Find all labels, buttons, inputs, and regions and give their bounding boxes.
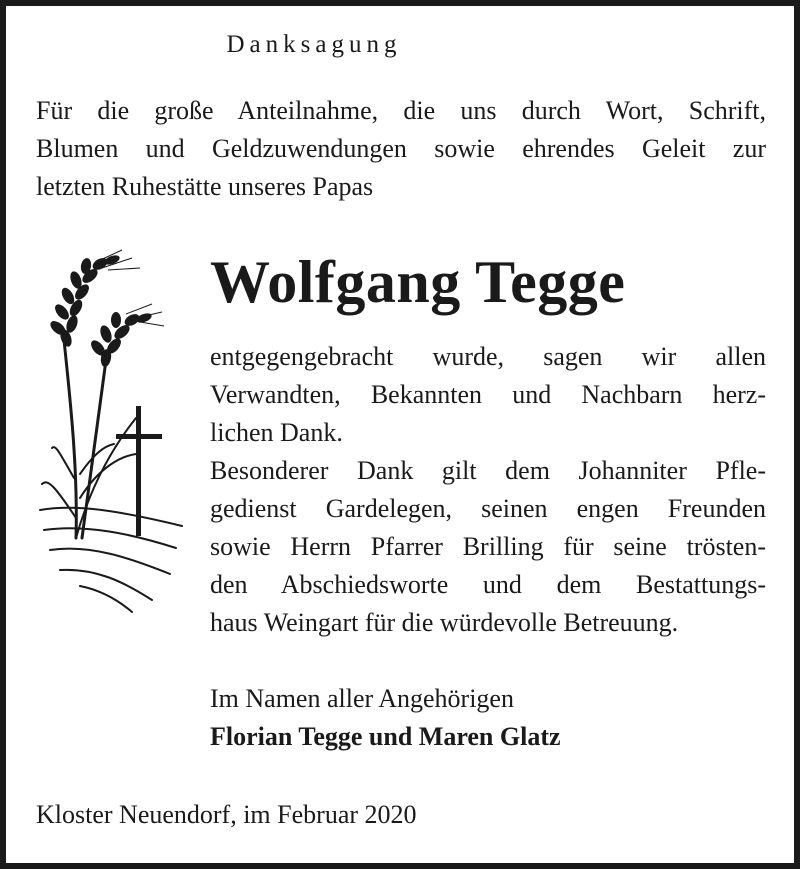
body-line: Besonderer Dank gilt dem Johanniter Pfle- [210, 456, 766, 485]
place-and-date: Kloster Neuendorf, im Februar 2020 [36, 800, 417, 829]
body-line: sowie Herrn Pfarrer Brilling für seine trösten- [210, 532, 766, 561]
intro-line: Für die große Anteilnahme, die uns durch Wort, Schrift, [36, 96, 766, 125]
body-text [210, 338, 766, 642]
body-line: den Abschiedsworte und dem Bestattungs- [210, 570, 766, 599]
body-line: haus Weingart für die würdevolle Betreuung. [210, 608, 679, 637]
signature-lead: Im Namen aller Angehörigen [210, 684, 514, 713]
body-line: entgegengebracht wurde, sagen wir allen [210, 342, 766, 371]
intro-line: letzten Ruhestätte unseres Papas [36, 172, 374, 201]
body-line: lichen Dank. [210, 418, 343, 447]
deceased-name: Wolfgang Tegge [210, 249, 626, 315]
body-line: Verwandten, Bekannten und Nachbarn herz- [210, 380, 766, 409]
signature-names: Florian Tegge und Maren Glatz [210, 722, 561, 751]
body-line: gedienst Gardelegen, seinen engen Freunden [210, 494, 766, 523]
intro-text [36, 92, 766, 206]
intro-line: Blumen und Geldzuwendungen sowie ehrendes Geleit zur [36, 134, 766, 163]
wheat-and-cross-icon [36, 248, 186, 616]
signature-block [210, 680, 561, 756]
notice-heading: Danksagung [226, 31, 402, 58]
